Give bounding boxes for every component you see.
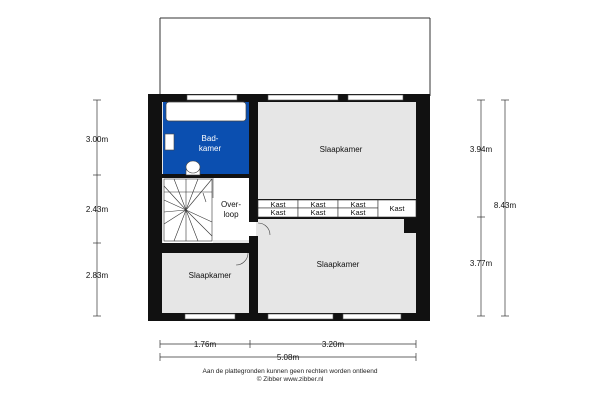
copyright-text: © Zibber www.zibber.nl <box>256 376 324 383</box>
closet-label: Kast <box>270 208 286 217</box>
dimension-label: 2.83m <box>85 271 109 280</box>
closet-label: Kast <box>350 208 366 217</box>
dimension-label: 3.77m <box>469 259 493 268</box>
room-label-landing: Over-loop <box>221 200 241 219</box>
room-label-bathroom: Bad-kamer <box>198 134 222 153</box>
sink-icon <box>165 134 174 150</box>
room-label-bedroom: Slaapkamer <box>188 271 232 280</box>
dimension-label: 2.43m <box>85 205 109 214</box>
dimension-label: 3.20m <box>321 340 345 349</box>
bathtub-icon <box>166 102 246 121</box>
dimension-label: 3.00m <box>85 135 109 144</box>
balcony-outline <box>160 18 430 96</box>
room-label-bedroom: Slaapkamer <box>319 145 363 154</box>
toilet-icon <box>186 161 200 175</box>
room-label-bedroom: Slaapkamer <box>316 260 360 269</box>
closet-label: Kast <box>270 200 286 209</box>
closet-label: Kast <box>389 204 405 213</box>
closet-label: Kast <box>350 200 366 209</box>
dimension-label: 3.94m <box>469 145 493 154</box>
dimension-label: 8.43m <box>493 201 517 210</box>
dimension-label: 1.76m <box>193 340 217 349</box>
stairwell <box>163 178 213 243</box>
closet-label: Kast <box>310 200 326 209</box>
closet-label: Kast <box>310 208 326 217</box>
disclaimer-text: Aan de plattegronden kunnen geen rechten worden ontleend <box>202 368 378 375</box>
dimension-label: 5.08m <box>276 353 300 362</box>
